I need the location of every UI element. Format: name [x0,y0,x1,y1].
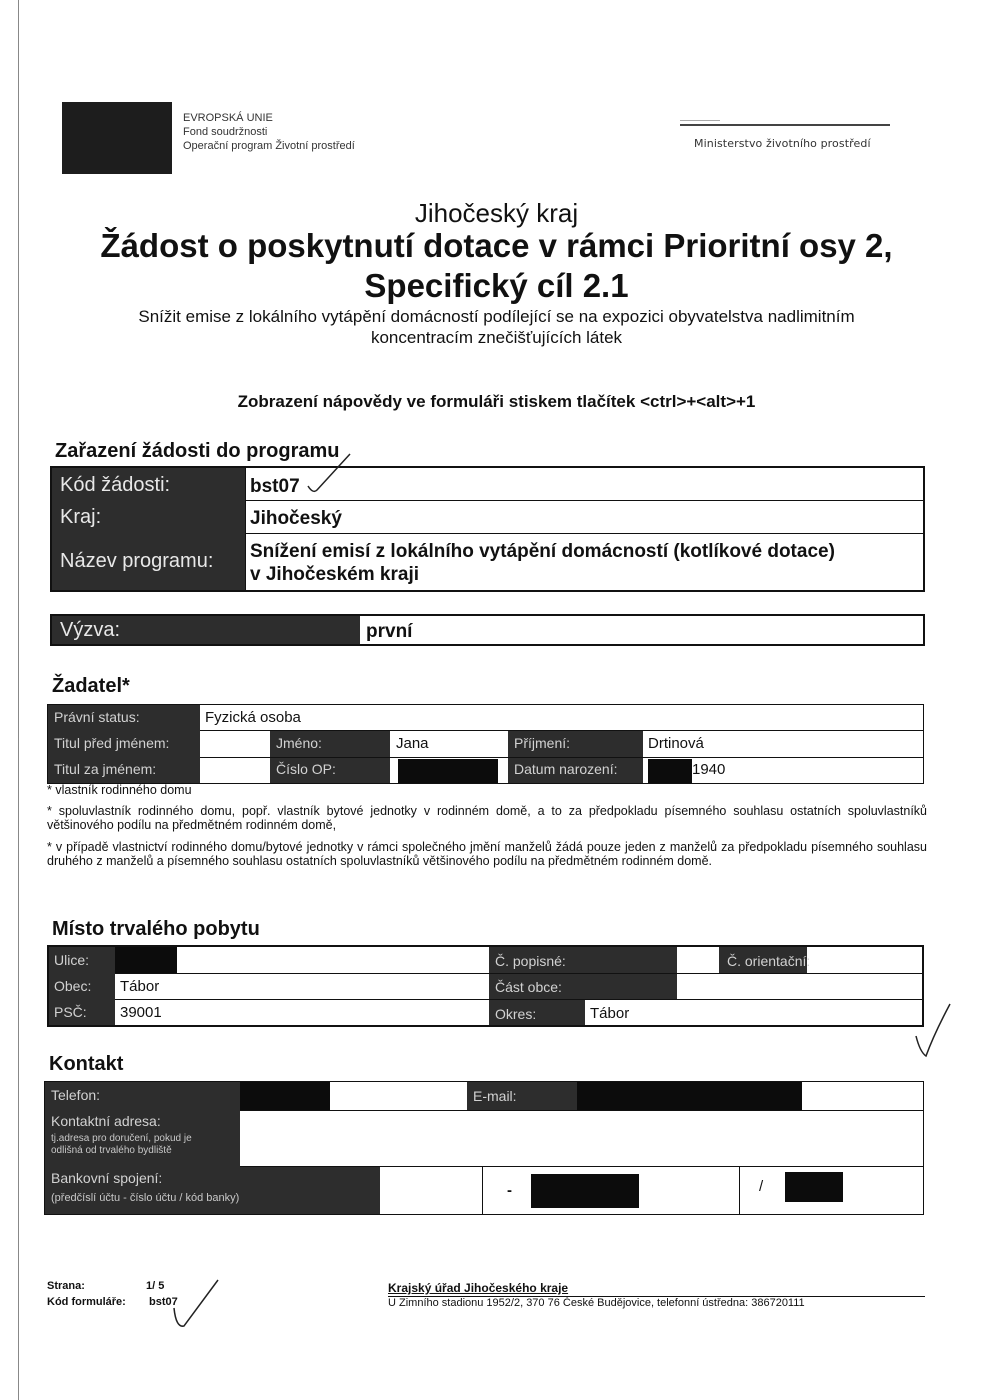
checkmark-icon [305,448,355,498]
ministry-logo-bar [680,124,890,126]
call-row [50,614,925,646]
contact-address-hint-1: tj.adresa pro doručení, pokud je [51,1133,192,1144]
ministry-logo-line [680,120,720,121]
office-name: Krajský úřad Jihočeského kraje [388,1281,569,1295]
page-label: Strana: [47,1280,85,1292]
document-subtitle [0,306,993,348]
residence-table [47,945,924,1027]
title-line-1: Žádost o poskytnutí dotace v rámci Prioritní osy 2, [100,227,893,264]
orient-no-label: Č. orientační: [727,953,811,969]
account-number-redacted[interactable] [531,1174,639,1208]
birth-date-redacted [648,759,692,783]
title-after-label: Titul za jménem: [54,761,157,777]
code-label: Kód žádosti: [60,474,171,496]
bank-label-ext [240,1166,380,1214]
program-divider [245,468,246,590]
residence-line-2 [115,999,922,1000]
first-name-value[interactable]: Jana [396,735,429,752]
legal-status-value[interactable]: Fyzická osoba [205,709,301,726]
page-value: 1/ 5 [146,1280,165,1292]
call-label: Výzva: [60,619,121,641]
program-name-label: Název programu: [60,550,214,572]
program-name-line-2: v Jihočeském kraji [250,564,419,585]
applicant-table [47,704,924,784]
subtitle-line-1: Snížit emise z lokálního vytápění domácností podílející se na expozici obyvatelstva nadlimitním [138,307,855,326]
subtitle-line-2: koncentracím znečišťujících látek [370,328,623,347]
eu-line-1: EVROPSKÁ UNIE [183,112,273,124]
district-value[interactable]: Tábor [590,1005,630,1022]
bank-code-redacted[interactable] [785,1172,843,1202]
surname-value[interactable]: Drtinová [648,735,704,752]
note-1: * vlastník rodinného domu [47,783,192,797]
contact-address-label: Kontaktní adresa: [51,1113,161,1129]
bank-slash: / [759,1178,764,1195]
program-table [50,466,925,592]
contact-heading: Kontakt [49,1053,124,1075]
note-2: * spoluvlastník rodinného domu, popř. vlastník bytové jednotky v rodinném domě, a to za předpokladu písemného souhlasu ostatních spoluvlastníků většinového podílu na předmětném rodinném domě, [47,804,927,832]
program-row-line-1 [245,500,923,501]
town-label: Obec: [54,978,92,994]
help-instructions: Zobrazení nápovědy ve formuláři stiskem tlačítek <ctrl>+<alt>+1 [237,392,756,411]
town-part-label: Část obce: [495,979,562,995]
residence-line-1 [115,973,922,974]
ministry-name: Ministerstvo životního prostředí [694,137,871,150]
legal-status-label: Právní status: [54,709,140,725]
email-redacted [577,1082,802,1110]
contact-line-2 [240,1166,924,1167]
street-redacted [115,947,177,973]
applicant-line-2 [200,757,924,758]
surname-label: Příjmení: [514,735,571,751]
checkmark-icon [170,1278,225,1333]
contact-table [44,1081,924,1215]
street-label: Ulice: [54,952,90,968]
bank-divider-2 [739,1166,740,1214]
house-no-label: Č. popisné: [495,953,566,969]
call-value[interactable]: první [366,621,413,642]
document-title [0,226,993,306]
birth-date-label: Datum narození: [514,761,618,777]
region-label: Kraj: [60,506,102,528]
district-label: Okres: [495,1006,537,1022]
email-label: E-mail: [473,1088,517,1104]
id-card-redacted[interactable] [398,759,498,783]
bank-label: Bankovní spojení: [51,1170,163,1186]
bank-dash: - [507,1182,512,1199]
note-3: * v případě vlastnictví rodinného domu/bytové jednotky v rámci společného jmění manželů žádá pouze jeden z manželů za předpokladu písemného souhlasu druhého z manželů a písemného souhlasu ostatních spoluvlastníků většinového podílu na předmětném rodinném domě. [47,840,927,868]
zip-label: PSČ: [54,1004,87,1020]
checkmark-icon [910,1000,955,1060]
birth-date-value[interactable]: 1940 [692,761,726,778]
eu-line-3: Operační program Životní prostředí [183,140,355,152]
form-code-label: Kód formuláře: [47,1296,126,1308]
id-card-label: Číslo OP: [276,761,336,777]
scan-edge [18,0,19,1400]
zip-value[interactable]: 39001 [120,1004,162,1021]
town-value[interactable]: Tábor [120,978,160,995]
phone-redacted [240,1082,330,1110]
bank-hint: (předčíslí účtu - číslo účtu / kód banky) [51,1192,240,1204]
title-line-2: Specifický cíl 2.1 [364,267,629,304]
eu-fund-text [183,111,355,153]
program-name-value[interactable] [250,540,835,586]
contact-line-1 [240,1110,924,1111]
title-before-label: Titul před jménem: [54,735,170,751]
program-section-heading: Zařazení žádosti do programu [55,440,340,462]
code-value[interactable]: bst07 [250,476,300,497]
applicant-line-1 [200,730,924,731]
program-row-line-2 [245,533,923,534]
eu-line-2: Fond soudržnosti [183,126,268,138]
contact-address-hint-2: odlišná od trvalého bydliště [51,1145,172,1156]
form-code-value: bst07 [149,1296,178,1308]
applicant-heading: Žadatel* [52,675,130,697]
eu-flag-logo [62,102,172,174]
region-value[interactable]: Jihočeský [250,508,342,529]
first-name-label: Jméno: [276,735,322,751]
region-heading: Jihočeský kraj [414,198,579,228]
office-address: U Zimního stadionu 1952/2, 370 76 České Budějovice, telefonní ústředna: 386720111 [388,1297,805,1309]
bank-divider-1 [482,1166,483,1214]
phone-label: Telefon: [51,1087,101,1103]
program-name-line-1: Snížení emisí z lokálního vytápění domácností (kotlíkové dotace) [250,541,835,562]
residence-heading: Místo trvalého pobytu [52,918,260,940]
